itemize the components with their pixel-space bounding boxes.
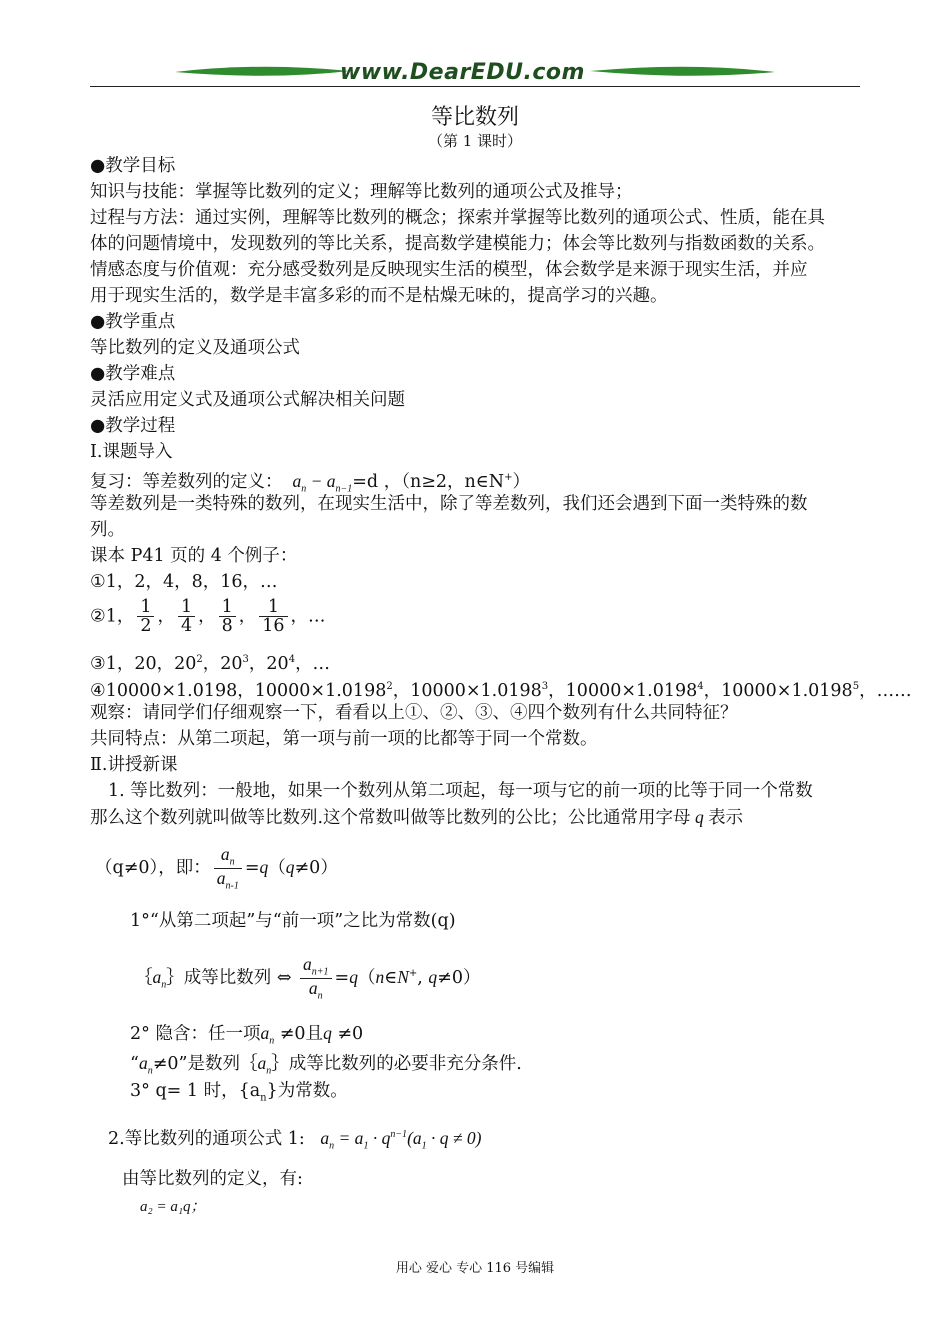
page-subtitle: （第 1 课时） <box>427 132 523 150</box>
note-2-quote: “ <box>130 1054 139 1074</box>
process-heading: ●教学过程 <box>90 416 176 436</box>
example-3: ③1，20，$20^2$，$20^3$，$20^4$，… <box>90 653 331 674</box>
intro-line2: 列。 <box>90 520 125 540</box>
definition-line2: 那么这个数列就叫做等比数列.这个常数叫做等比数列的公比；公比通常用字母 q 表示 <box>90 807 744 828</box>
definition-line1: 1. 等比数列：一般地，如果一个数列从第二项起，每一项与它的前一项的比等于同一个常数 <box>108 781 813 801</box>
goal-process-line1: 过程与方法：通过实例，理解等比数列的概念；探索并掌握等比数列的通项公式、性质，能在具 <box>90 208 825 228</box>
note-3-label: 3° q= 1 时，{a <box>130 1081 261 1101</box>
key-heading: ●教学重点 <box>90 312 176 332</box>
example-1: ①1，2，4，8，16，… <box>90 572 278 592</box>
example-3-prefix: ③1，20， <box>90 653 175 674</box>
definition-tail: 表示 <box>708 808 744 828</box>
note-2-end: ｝成等比数列的必要非充分条件. <box>271 1054 522 1074</box>
review-tail: =d ，（n≥2，n∈N <box>352 471 505 492</box>
note-3: 3° q= 1 时，$\{a_n\}$为常数。 <box>130 1081 348 1104</box>
goal-process-line2: 体的问题情境中，发现数列的等比关系，提高数学建模能力；体会等比数列与指数函数的关系。 <box>90 234 825 254</box>
observe-line: 观察：请同学们仔细观察一下，看看以上①、②、③、④四个数列有什么共同特征？ <box>90 703 738 723</box>
key-text: 等比数列的定义及通项公式 <box>90 338 300 358</box>
goal-attitude-line2: 用于现实生活的，数学是丰富多彩的而不是枯燥无味的，提高学习的兴趣。 <box>90 286 668 306</box>
note-2-label: 2° 隐含：任一项 <box>130 1024 261 1044</box>
goal-knowledge: 知识与技能：掌握等比数列的定义；理解等比数列的通项公式及推导； <box>90 182 633 202</box>
example-4-prefix: ④10000×1.0198， <box>90 680 255 701</box>
header-rule <box>90 86 860 87</box>
logo-right-swoosh <box>590 67 775 76</box>
part-two-heading: Ⅱ.讲授新课 <box>90 755 178 775</box>
review-line: 复习：等差数列的定义： $a_n - a_{n-1}=d$ ，（n≥2，n∈N+） <box>90 470 530 495</box>
note-2-line2: “$a_n\ne 0$”是数列$\{a_n\}$成等比数列的必要非充分条件. <box>130 1053 522 1077</box>
note-2-mid: ≠0”是数列｛ <box>152 1054 258 1074</box>
definition-text: 那么这个数列就叫做等比数列.这个常数叫做等比数列的公比；公比通常用字母 <box>90 808 691 828</box>
part-one-heading: Ⅰ.课题导入 <box>90 442 173 462</box>
difficulty-text: 灵活应用定义式及通项公式解决相关问题 <box>90 390 405 410</box>
examples-label: 课本 P41 页的 4 个例子： <box>90 546 298 566</box>
formula-label: 2.等比数列的通项公式 1: <box>108 1128 305 1149</box>
derivation-step-1: a₂ = a₁q； <box>140 1199 206 1215</box>
review-formula: $a_n - a_{n-1}$ <box>288 470 353 495</box>
page-footer: 用心 爱心 专心 116 号编辑 <box>395 1261 555 1276</box>
definition-formula-label: （q≠0），即： <box>95 858 211 878</box>
example-4: ④10000×1.0198，$10000\times 1.0198^2$，$10000\times 1.0198^3$，$10000\times 1.0198^4$，$10000\times 1.0198^5$，…… <box>90 680 912 701</box>
page-title: 等比数列 <box>430 105 519 130</box>
note-1-formula: $\{a_n\}$成等比数列 ⇔ $\frac{a_{n+1}}{a_n}$ =q（n∈N+, q≠0） <box>135 954 481 1002</box>
note-3-tail: }为常数。 <box>266 1081 348 1101</box>
goal-attitude-line1: 情感态度与价值观：充分感受数列是反映现实生活的模型，体会数学是来源于现实生活，并应 <box>90 260 808 280</box>
common-feature: 共同特点：从第二项起，第一项与前一项的比都等于同一个常数。 <box>90 729 598 749</box>
example-2: ②1， $\frac{1}{2}$ ， $\frac{1}{4}$ ， $\frac{1}{8}$ ， $\frac{1}{16}$ ，… <box>90 597 326 637</box>
example-2-prefix: ②1， <box>90 606 135 627</box>
goal-heading: ●教学目标 <box>90 156 176 176</box>
intro-line1: 等差数列是一类特殊的数列，在现实生活中，除了等差数列，我们还会遇到下面一类特殊的数 <box>90 494 808 514</box>
definition-formula: （q≠0），即： $\frac{a_n}{a_{n-1}}$ =q（q≠0） <box>95 844 338 892</box>
note-1: 1°“从第二项起”与“前一项”之比为常数(q) <box>130 911 456 931</box>
general-term-formula: 2.等比数列的通项公式 1: $a_n = a_1 \cdot q^{n-1}(a_1 \cdot q \ne 0)$ <box>108 1127 482 1152</box>
header-logo-text: www.DearEDU.com <box>340 60 585 85</box>
logo-left-swoosh <box>175 67 350 76</box>
review-label: 复习：等差数列的定义： <box>90 471 283 492</box>
note-1-label: 成等比数列 <box>183 968 272 988</box>
note-2: 2° 隐含：任一项$a_n \ne 0$且q ≠0 <box>130 1023 364 1047</box>
difficulty-heading: ●教学难点 <box>90 364 176 384</box>
derivation-label: 由等比数列的定义，有: <box>122 1169 303 1189</box>
